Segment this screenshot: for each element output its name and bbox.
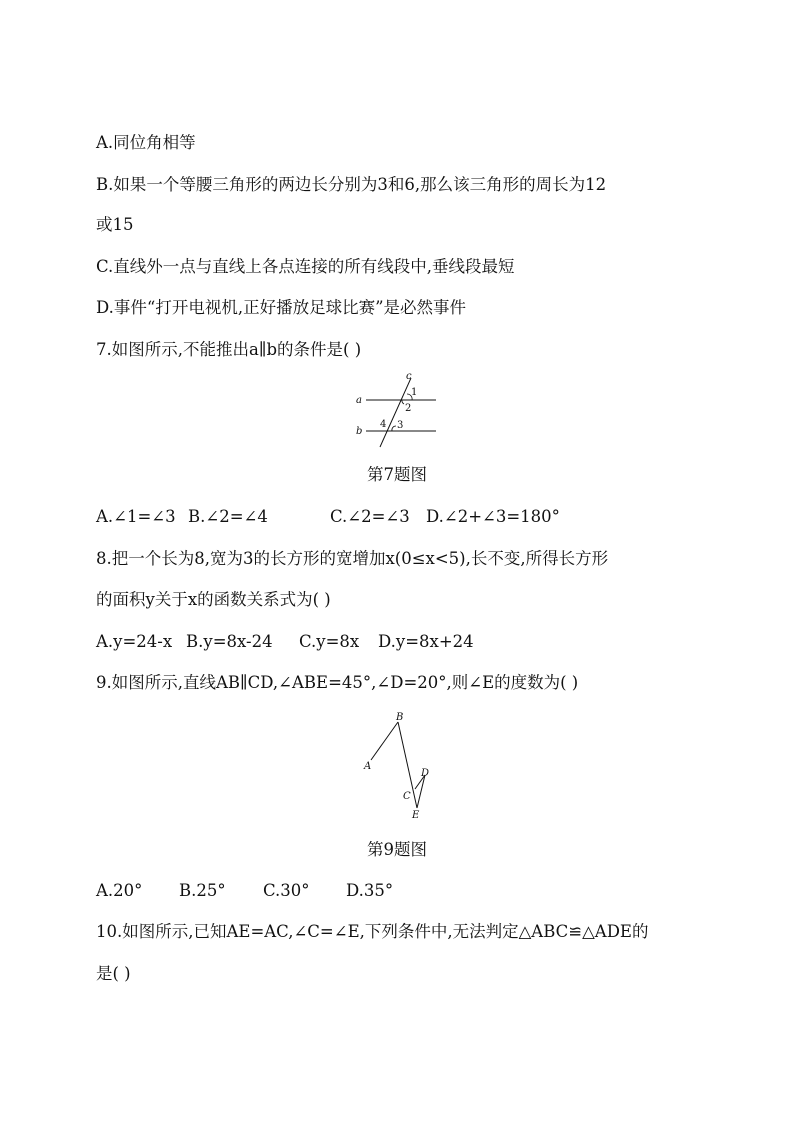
label-b: b xyxy=(356,426,363,437)
q8-option-b: B.y=8x-24 xyxy=(186,632,273,651)
q9-option-d: D.35° xyxy=(346,881,394,900)
label-3: 3 xyxy=(397,420,404,431)
question-7-figure xyxy=(350,370,450,450)
label-B: B xyxy=(396,712,404,723)
option-d-text: D.事件“打开电视机,正好播放足球比赛”是必然事件 xyxy=(96,298,467,317)
label-D: D xyxy=(421,768,430,779)
question-7-caption: 第7题图 xyxy=(367,465,427,484)
label-4: 4 xyxy=(380,419,387,430)
question-8-stem-cont: 的面积y关于x的函数关系式为( ) xyxy=(96,590,331,609)
q7-option-a: A.∠1=∠3 xyxy=(96,507,176,526)
question-7-stem: 7.如图所示,不能推出a∥b的条件是( ) xyxy=(96,340,362,359)
q9-option-b: B.25° xyxy=(179,881,226,900)
question-8-options xyxy=(96,632,474,652)
angle-arc-2 xyxy=(402,400,404,404)
label-2: 2 xyxy=(405,403,412,414)
q7-option-c: C.∠2=∠3 xyxy=(330,507,410,526)
option-b-text: B.如果一个等腰三角形的两边长分别为3和6,那么该三角形的周长为12 xyxy=(96,175,607,194)
q8-option-d: D.y=8x+24 xyxy=(378,632,474,651)
option-c-text: C.直线外一点与直线上各点连接的所有线段中,垂线段最短 xyxy=(96,257,515,276)
question-10-stem-cont: 是( ) xyxy=(96,964,131,983)
q7-option-d: D.∠2+∠3=180° xyxy=(426,507,560,526)
option-a-text: A.同位角相等 xyxy=(96,133,196,152)
q8-option-a: A.y=24-x xyxy=(96,632,173,651)
q8-option-c: C.y=8x xyxy=(299,632,360,651)
question-8-stem: 8.把一个长为8,宽为3的长方形的宽增加x(0≤x<5),长不变,所得长方形 xyxy=(96,549,609,568)
label-1: 1 xyxy=(411,387,418,398)
question-9-figure xyxy=(355,705,445,825)
label-C: C xyxy=(403,791,411,802)
question-10-stem: 10.如图所示,已知AE=AC,∠C=∠E,下列条件中,无法判定△ABC≌△ADE的 xyxy=(96,922,649,941)
label-a: a xyxy=(356,395,362,406)
question-9-options xyxy=(96,881,393,901)
question-7-options xyxy=(96,507,560,527)
question-9-stem: 9.如图所示,直线AB∥CD,∠ABE=45°,∠D=20°,则∠E的度数为( ) xyxy=(96,673,579,692)
q9-option-a: A.20° xyxy=(96,881,143,900)
question-9-caption: 第9题图 xyxy=(367,840,427,859)
segment-ab xyxy=(371,722,398,760)
label-E: E xyxy=(412,810,420,821)
q7-option-b: B.∠2=∠4 xyxy=(188,507,268,526)
option-b-text-cont: 或15 xyxy=(96,215,134,234)
q9-option-c: C.30° xyxy=(263,881,310,900)
angle-arc-3 xyxy=(392,426,396,431)
label-A: A xyxy=(364,761,372,772)
label-c: c xyxy=(406,371,412,382)
